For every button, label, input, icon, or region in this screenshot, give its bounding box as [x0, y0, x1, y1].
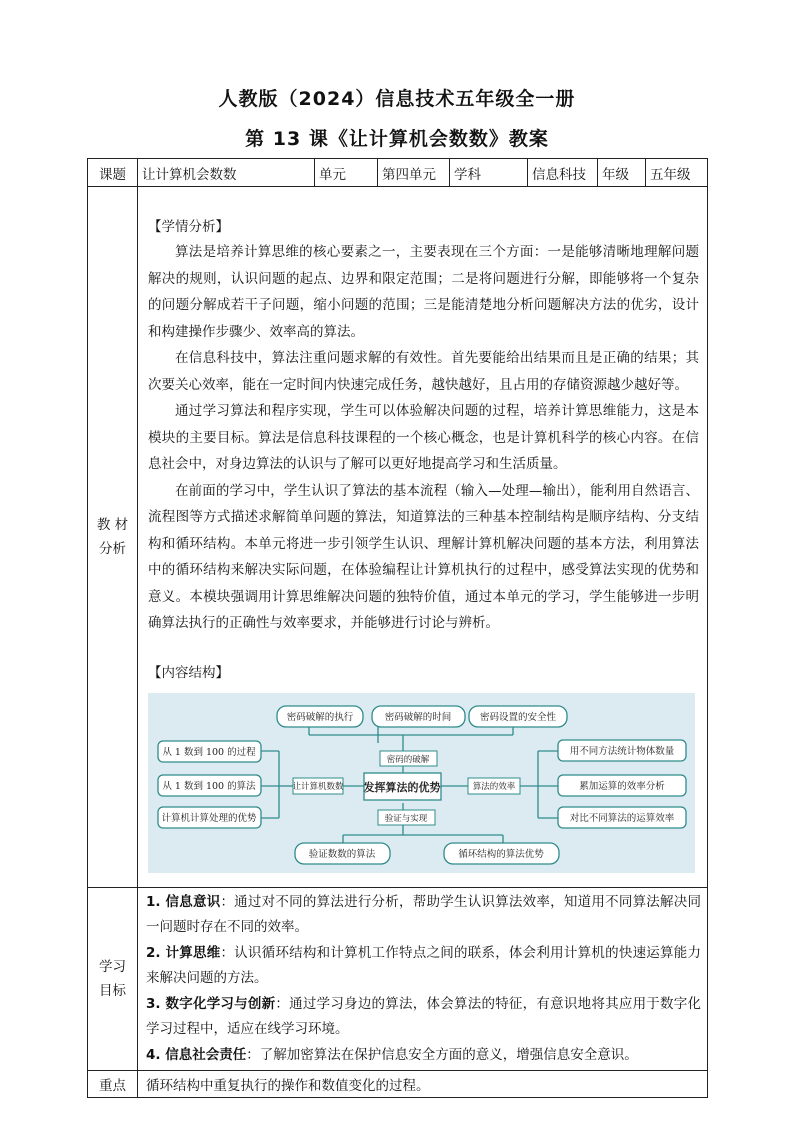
left-item-1: 从 1 数到 100 的过程 [162, 746, 256, 758]
goal-item-2: 2. 计算思维：认识循环结构和计算机工作特点之间的联系，体会利用计算机的快速运算能力来解决问题的方法。 [146, 944, 702, 986]
top-label: 密码的破解 [386, 754, 430, 765]
key-point-text: 循环结构中重复执行的操作和数值变化的过程。 [138, 1071, 708, 1098]
topic-label: 课题 [88, 159, 138, 187]
top-item-2: 密码破解的时间 [384, 711, 452, 723]
goals-row [88, 887, 708, 1071]
lesson-title: 第 13 课《让计算机会数数》教案 [245, 128, 549, 150]
bottom-item-1: 验证数数的算法 [308, 848, 376, 860]
grade-label: 年级 [598, 159, 646, 187]
structure-diagram-svg [148, 693, 695, 873]
lesson-plan-table [87, 158, 708, 1098]
subject-value: 信息科技 [528, 159, 598, 187]
unit-value: 第四单元 [378, 159, 450, 187]
right-item-3: 对比不同算法的运算效率 [569, 812, 675, 824]
top-item-3: 密码设置的安全性 [479, 711, 557, 723]
subject-label: 学科 [450, 159, 528, 187]
header-row [88, 159, 708, 187]
right-label: 算法的效率 [472, 781, 516, 792]
analysis-paragraph-4: 在前面的学习中，学生认识了算法的基本流程（输入—处理—输出），能利用自然语言、流程图等方式描述求解简单问题的算法，知道算法的三种基本控制结构是顺序结构、分支结构和循环结构。本单元将进一步引领学生认识、理解计算机解决问题的基本方法，利用算法中的循环结构来解决实际问题，在体验编程让计算机执行的过程中，感受算法实现的优势和意义。本模块强调用计算思维解决问题的独特价值，通过本单元的学习，学生能够进一步明确算法执行的正确性与效率要求，并能够进行讨论与辨析。 [148, 482, 699, 631]
top-item-1: 密码破解的执行 [286, 711, 354, 723]
document-title: 人教版（2024）信息技术五年级全一册 [218, 88, 576, 110]
left-item-3: 计算机计算处理的优势 [161, 812, 257, 824]
content-structure-diagram [148, 693, 699, 877]
analysis-row [88, 187, 708, 888]
key-point-label: 重点 [88, 1071, 138, 1098]
center-topic: 发挥算法的优势 [363, 780, 441, 794]
goal-item-1: 1. 信息意识：通过对不同的算法进行分析，帮助学生认识算法效率，知道用不同算法解决同一问题时存在不同的效率。 [146, 893, 702, 935]
analysis-label: 教 材 分析 [88, 187, 138, 888]
analysis-paragraph-3: 通过学习算法和程序实现，学生可以体验解决问题的过程，培养计算思维能力，这是本模块的主要目标。算法是信息科技课程的一个核心概念，也是计算机科学的核心内容。在信息社会中，对身边算法的认识与了解可以更好地提高学习和生活质量。 [148, 403, 699, 472]
bottom-item-2: 循环结构的算法优势 [458, 848, 544, 860]
analysis-cell [138, 187, 708, 888]
analysis-paragraph-2: 在信息科技中，算法注重问题求解的有效性。首先要能给出结果而且是正确的结果；其次要关心效率，能在一定时间内快速完成任务，越快越好，且占用的存储资源越少越好等。 [148, 350, 699, 393]
bottom-label: 验证与实现 [384, 813, 428, 824]
goal-item-4: 4. 信息社会责任：了解加密算法在保护信息安全方面的意义，增强信息安全意识。 [146, 1046, 638, 1063]
goal-item-3: 3. 数字化学习与创新：通过学习身边的算法，体会算法的特征，有意识地将其应用于数字化学习过程中，适应在线学习环境。 [146, 995, 702, 1037]
left-label: 让计算机数数 [292, 781, 344, 792]
unit-label: 单元 [315, 159, 378, 187]
content-structure-heading: 【内容结构】 [148, 664, 229, 681]
analysis-paragraph-1: 算法是培养计算思维的核心要素之一，主要表现在三个方面：一是能够清晰地理解问题解决的规则，认识问题的起点、边界和限定范围；二是将问题进行分解，即能够将一个复杂的问题分解成若干子问题，缩小问题的范围；三是能清楚地分析问题解决方法的优劣，设计和构建操作步骤少、效率高的算法。 [148, 244, 699, 340]
learning-analysis-heading: 【学情分析】 [148, 219, 229, 235]
topic-value: 让计算机会数数 [138, 159, 315, 187]
goals-cell [138, 887, 708, 1071]
right-item-1: 用不同方法统计物体数量 [569, 745, 675, 757]
key-point-row [88, 1071, 708, 1098]
right-item-2: 累加运算的效率分析 [579, 780, 665, 792]
grade-value: 五年级 [646, 159, 708, 187]
left-item-2: 从 1 数到 100 的算法 [162, 780, 256, 792]
goals-label: 学习 目标 [88, 887, 138, 1071]
